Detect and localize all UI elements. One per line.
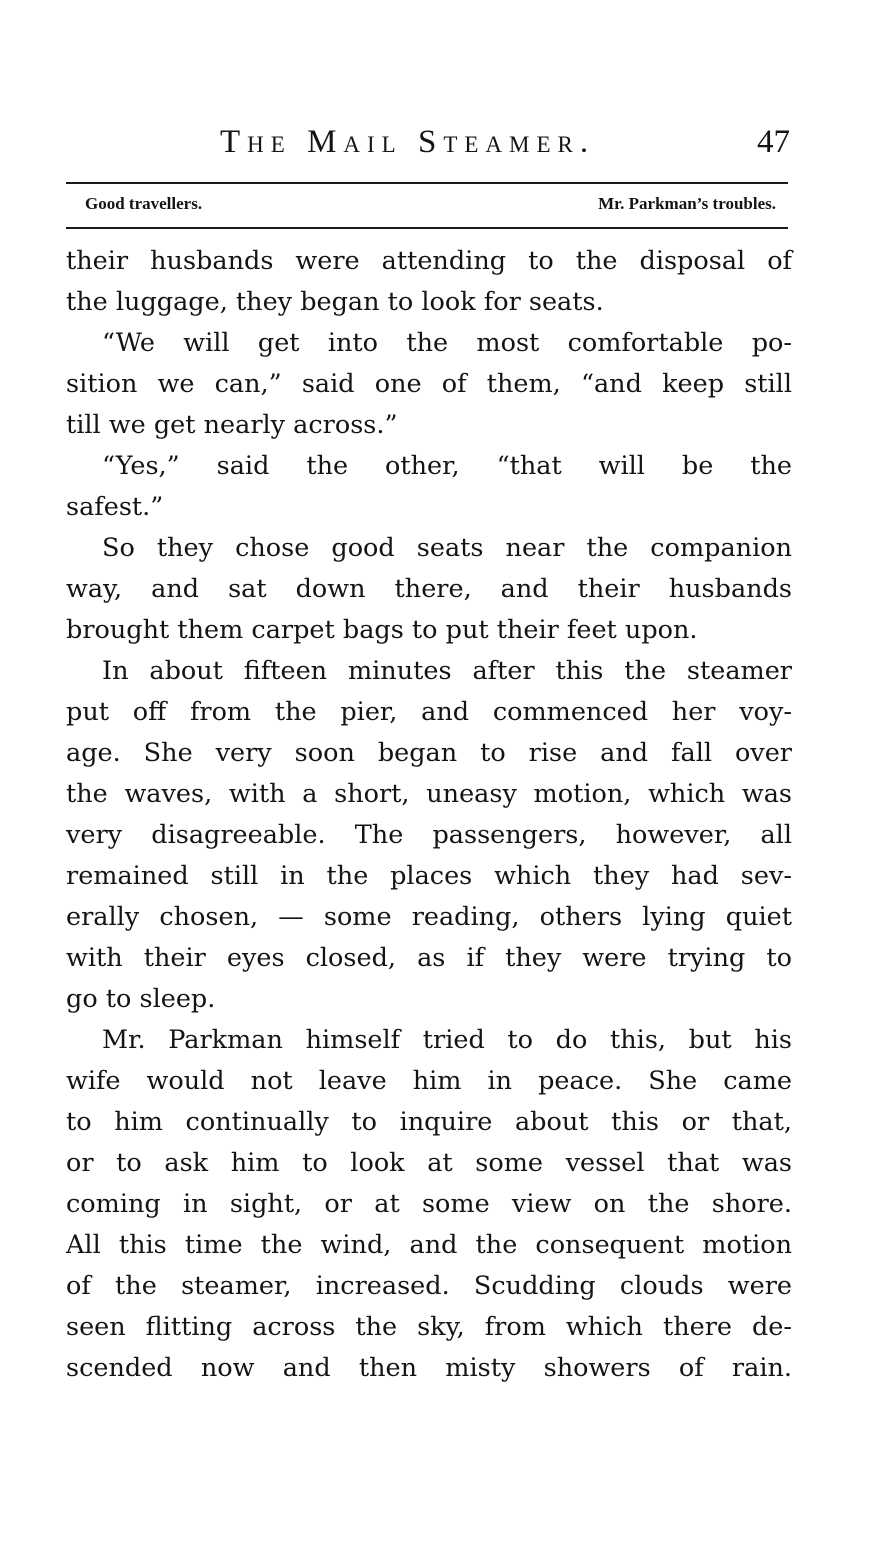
- text-line: put off from the pier, and commenced her voy-: [66, 697, 792, 727]
- running-title: The Mail Steamer.: [220, 124, 596, 160]
- side-heading-left: Good travellers.: [85, 194, 203, 213]
- text-line: till we get nearly across.”: [66, 410, 398, 440]
- side-heading-right: Mr. Parkman’s troubles.: [598, 194, 776, 213]
- text-line: age. She very soon began to rise and fall over: [66, 738, 792, 768]
- text-line: safest.”: [66, 492, 164, 522]
- text-line: seen flitting across the sky, from which there de-: [66, 1312, 792, 1342]
- text-line: of the steamer, increased. Scudding clouds were: [66, 1271, 792, 1301]
- text-line: way, and sat down there, and their husbands: [66, 574, 792, 604]
- text-line: scended now and then misty showers of rain.: [66, 1353, 792, 1383]
- text-line: remained still in the places which they had sev-: [66, 861, 792, 891]
- text-line: erally chosen, — some reading, others lying quiet: [66, 902, 792, 932]
- text-line: sition we can,” said one of them, “and keep still: [66, 369, 792, 399]
- text-line: wife would not leave him in peace. She came: [66, 1066, 792, 1096]
- text-line: All this time the wind, and the consequent motion: [66, 1230, 792, 1260]
- text-line: In about fifteen minutes after this the steamer: [102, 656, 792, 686]
- text-line: “We will get into the most comfortable po-: [102, 328, 792, 358]
- body-text: [66, 241, 792, 1389]
- text-line: very disagreeable. The passengers, however, all: [66, 820, 792, 850]
- text-line: “Yes,” said the other, “that will be the: [102, 451, 792, 481]
- text-line: or to ask him to look at some vessel that was: [66, 1148, 792, 1178]
- text-line: go to sleep.: [66, 984, 216, 1014]
- page-number: 47: [757, 124, 790, 160]
- header-rule-top: [66, 182, 788, 184]
- text-line: So they chose good seats near the companion: [102, 533, 792, 563]
- text-line: the waves, with a short, uneasy motion, which was: [66, 779, 792, 809]
- text-line: the luggage, they began to look for seats.: [66, 287, 604, 317]
- text-line: Mr. Parkman himself tried to do this, but his: [102, 1025, 792, 1055]
- text-line: brought them carpet bags to put their feet upon.: [66, 615, 698, 645]
- text-line: to him continually to inquire about this or that,: [66, 1107, 792, 1137]
- text-line: their husbands were attending to the disposal of: [66, 246, 792, 276]
- text-line: coming in sight, or at some view on the shore.: [66, 1189, 792, 1219]
- header-rule-bottom: [66, 227, 788, 229]
- text-line: with their eyes closed, as if they were trying to: [66, 943, 792, 973]
